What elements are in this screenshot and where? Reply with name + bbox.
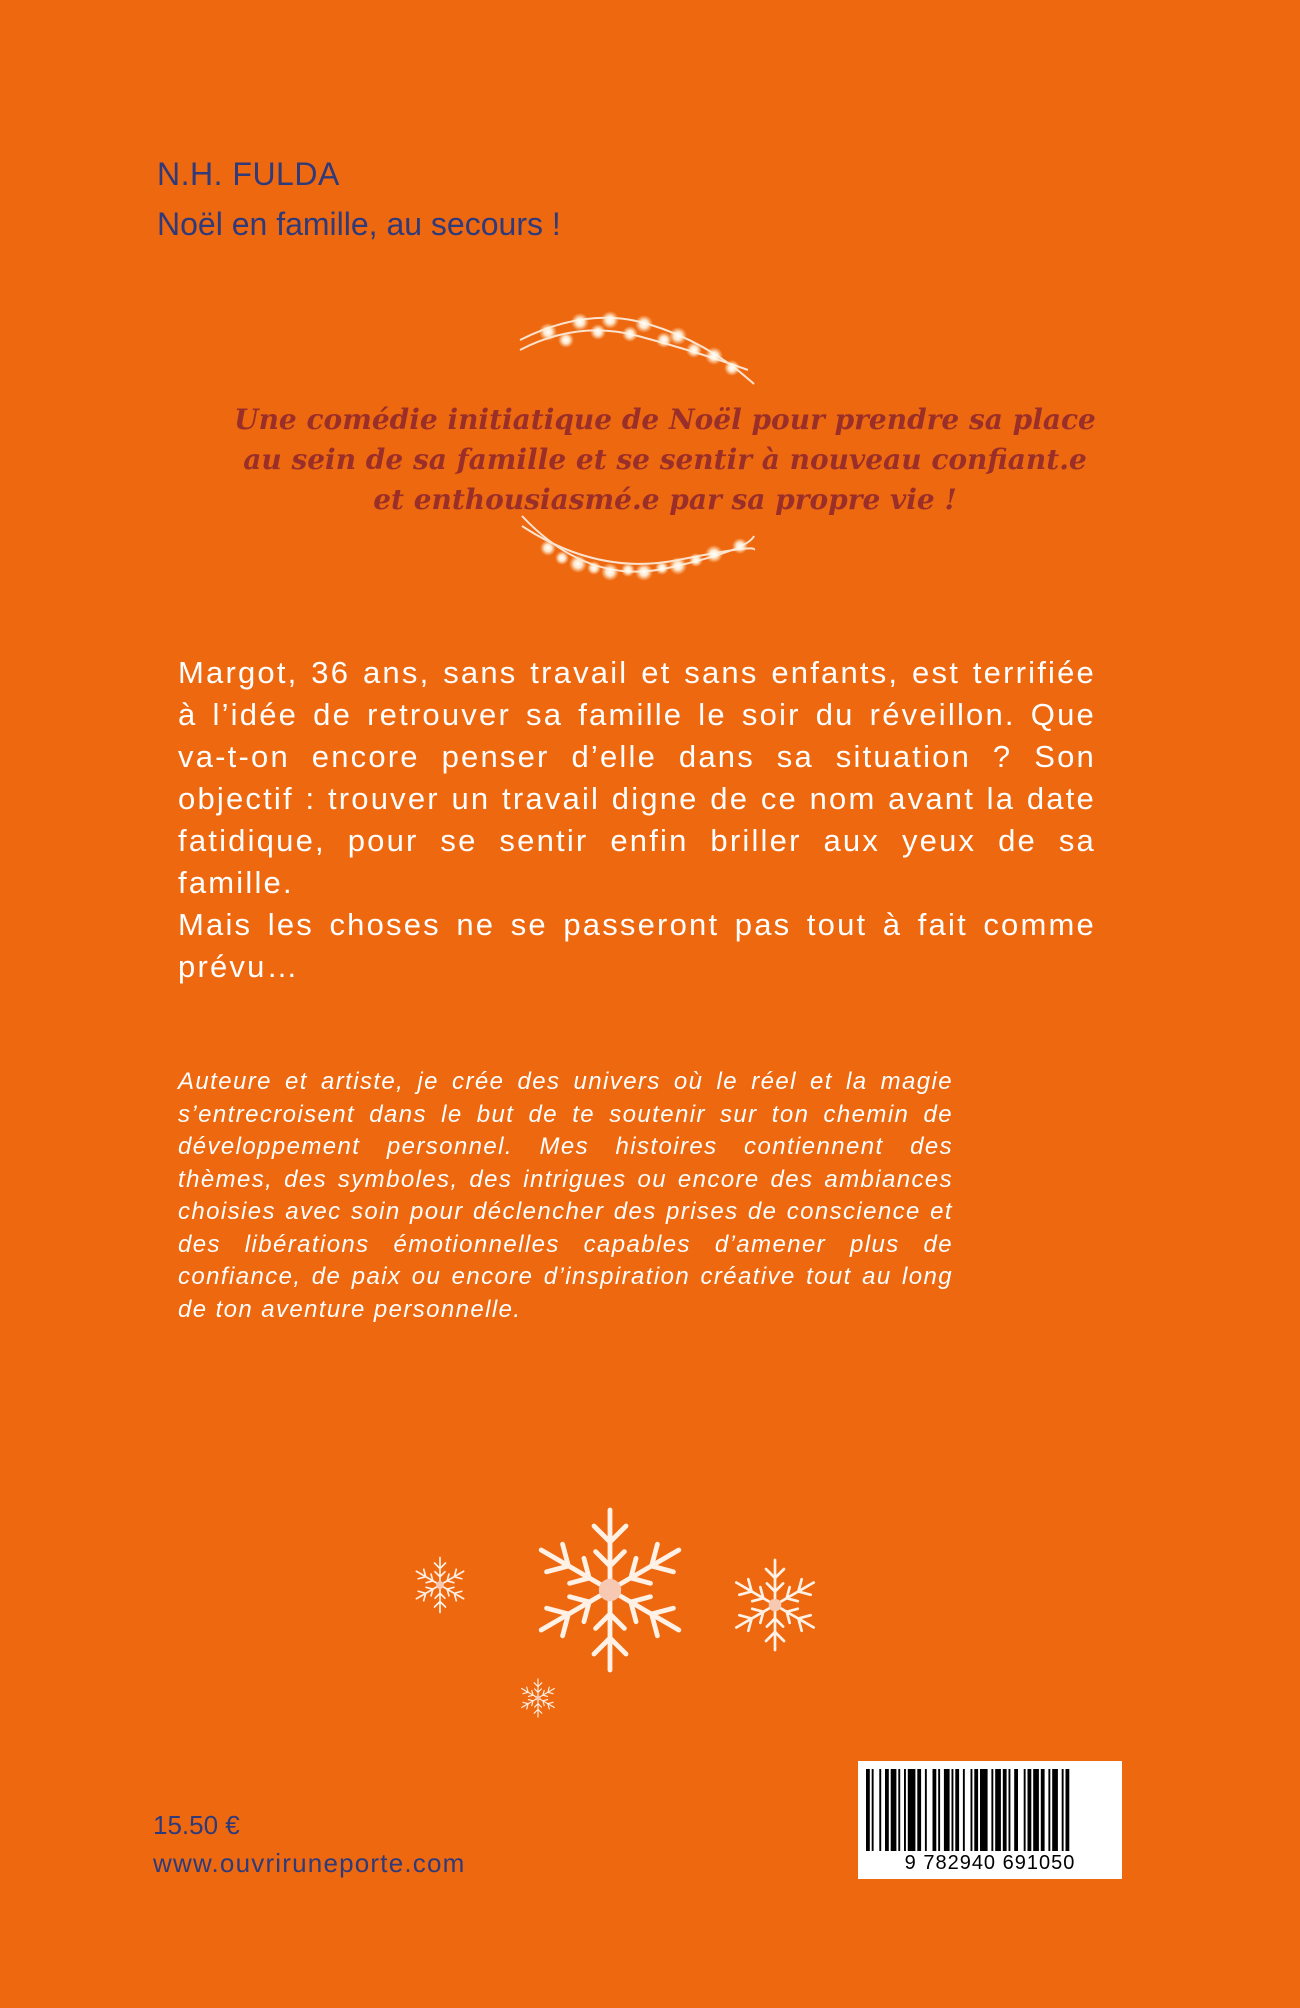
book-title: Noël en famille, au secours !	[157, 206, 561, 242]
string-lights-icon	[518, 310, 758, 390]
author-name: N.H. FULDA	[157, 156, 340, 192]
barcode	[858, 1761, 1122, 1879]
snowflake-icon	[522, 1679, 555, 1717]
tagline: Une comédie initiatique de Noël pour prendre sa place au sein de sa famille et se sentir à nouveau confiant.e et enthousiasmé.e par sa propre vie !	[234, 403, 1096, 516]
snowflake-icon	[416, 1558, 463, 1613]
synopsis-paragraph: Mais les choses ne se passeront pas tout à fait comme prévu…	[178, 907, 1096, 984]
website-link[interactable]: www.ouvriruneporte.com	[153, 1848, 466, 1878]
snowflake-icon	[736, 1560, 813, 1650]
author-bio: Auteure et artiste, je crée des univers où le réel et la magie s’entrecroisent dans le but de te soutenir sur ton chemin de développement personnel. Mes histoires contiennent des thèmes, des symboles, des intrigues ou encore des ambiances choisies avec soin pour déclencher des prises de conscience et des libérations émotionnelles capables d’amener plus de confiance, de paix ou encore d’inspiration créative tout au long de ton aventure personnelle.	[178, 1068, 953, 1323]
snowflakes-decoration	[400, 1490, 840, 1730]
barcode-icon	[866, 1769, 1116, 1851]
barcode-number: 9 782940 691050	[904, 1852, 1076, 1874]
synopsis-paragraph: Margot, 36 ans, sans travail et sans enfants, est terrifiée à l’idée de retrouver sa famille le soir du réveillon. Que va-t-on encore penser d’elle dans sa situation ? Son objectif : trouver un travail digne de ce nom avant la date fatidique, pour se sentir enfin briller aux yeux de sa famille.	[178, 655, 1096, 900]
synopsis	[178, 652, 1096, 988]
snowflake-icon	[541, 1510, 679, 1670]
price: 15.50 €	[153, 1810, 240, 1840]
string-lights-icon	[518, 510, 758, 590]
